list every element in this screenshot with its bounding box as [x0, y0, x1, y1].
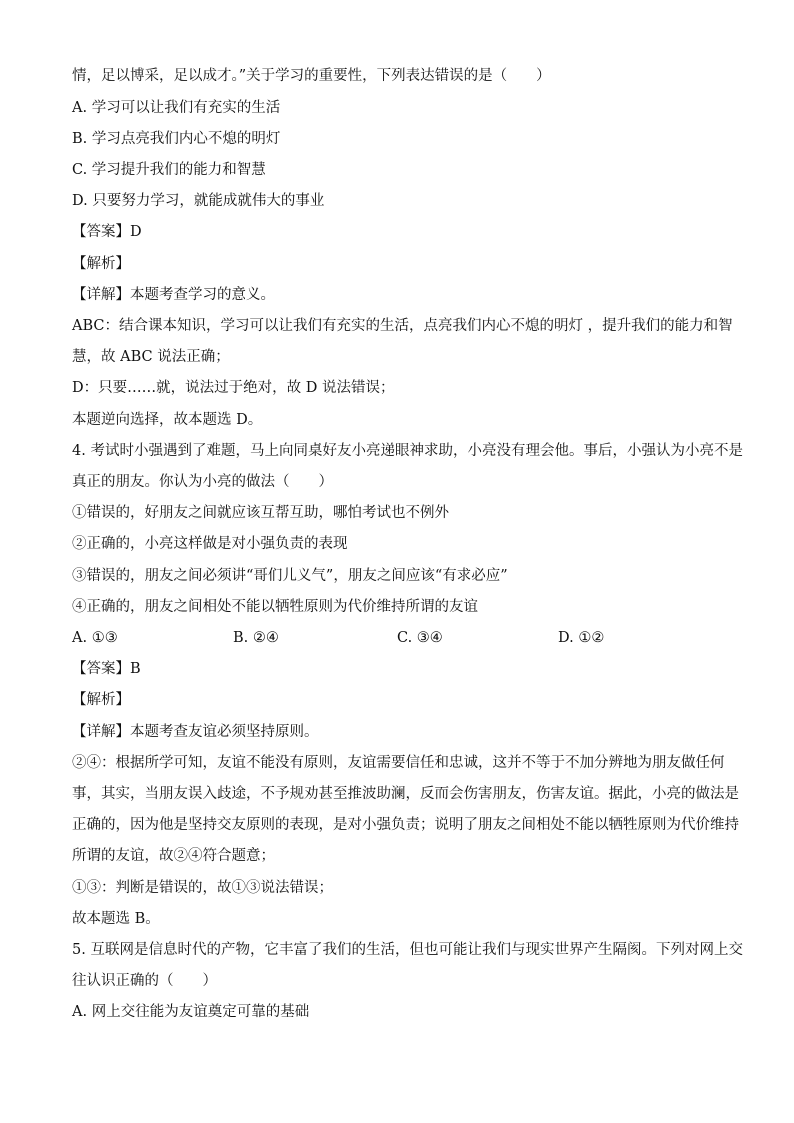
- question-4-options: [72, 628, 722, 648]
- text-line: 情，足以博采，足以成才。”关于学习的重要性，下列表达错误的是（ ）: [72, 68, 551, 84]
- statement-4: ④正确的，朋友之间相处不能以牺牲原则为代价维持所谓的友谊: [72, 599, 478, 615]
- option-c: C. ③④: [397, 630, 443, 646]
- analysis-label: 【解析】: [72, 256, 130, 272]
- question-5-line: 往认识正确的（ ）: [72, 973, 217, 989]
- option-d: D. ①②: [558, 630, 605, 646]
- option-a: A. 学习可以让我们有充实的生活: [72, 100, 281, 116]
- answer-label: 【答案】D: [72, 224, 142, 240]
- statement-2: ②正确的，小亮这样做是对小强负责的表现: [72, 536, 348, 552]
- option-d: D. 只要努力学习，就能成就伟大的事业: [72, 193, 325, 209]
- question-4-line: 4. 考试时小强遇到了难题，马上向同桌好友小亮递眼神求助，小亮没有理会他。事后，小强认为小亮不是: [72, 443, 743, 459]
- explanation-line: 正确的，因为他是坚持交友原则的表现，是对小强负责；说明了朋友之间相处不能以牺牲原则为代价维持: [72, 817, 739, 833]
- explanation-line: ②④：根据所学可知，友谊不能没有原则，友谊需要信任和忠诚，这并不等于不加分辨地为朋友做任何: [72, 755, 725, 771]
- statement-1: ①错误的，好朋友之间就应该互帮互助，哪怕考试也不例外: [72, 505, 449, 521]
- explanation-line: ABC：结合课本知识，学习可以让我们有充实的生活，点亮我们内心不熄的明灯 ，提升我们的能力和智: [72, 318, 733, 334]
- detail-line: 【详解】本题考查友谊必须坚持原则。: [72, 724, 319, 740]
- explanation-line: 所谓的友谊，故②④符合题意；: [72, 848, 275, 864]
- statement-3: ③错误的，朋友之间必须讲“哥们儿义气”，朋友之间应该“有求必应”: [72, 568, 508, 584]
- question-5-line: 5. 互联网是信息时代的产物，它丰富了我们的生活，但也可能让我们与现实世界产生隔阂。下列对网上交: [72, 942, 743, 958]
- option-b: B. 学习点亮我们内心不熄的明灯: [72, 131, 281, 147]
- question-4-line: 真正的朋友。你认为小亮的做法（ ）: [72, 474, 333, 490]
- explanation-line: 慧，故 ABC 说法正确；: [72, 349, 230, 365]
- analysis-label: 【解析】: [72, 692, 130, 708]
- explanation-line: 事，其实，当朋友误入歧途，不予规劝甚至推波助澜，反而会伤害朋友，伤害友谊。据此，小亮的做法是: [72, 786, 739, 802]
- detail-line: 【详解】本题考查学习的意义。: [72, 287, 275, 303]
- explanation-line: 本题逆向选择，故本题选 D。: [72, 412, 263, 428]
- option-a: A. 网上交往能为友谊奠定可靠的基础: [72, 1004, 310, 1020]
- option-c: C. 学习提升我们的能力和智慧: [72, 162, 266, 178]
- option-a: A. ①③: [72, 630, 118, 646]
- option-b: B. ②④: [233, 630, 279, 646]
- explanation-line: D：只要……就，说法过于绝对，故 D 说法错误；: [72, 380, 395, 396]
- answer-label: 【答案】B: [72, 661, 141, 677]
- explanation-line: ①③：判断是错误的，故①③说法错误；: [72, 880, 333, 896]
- explanation-line: 故本题选 B。: [72, 911, 160, 927]
